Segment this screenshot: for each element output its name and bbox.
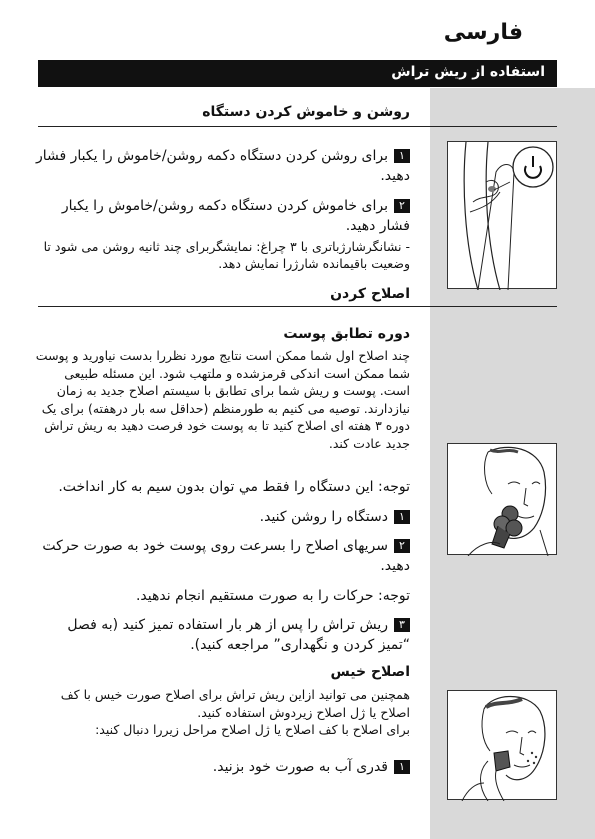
face-shaving-illustration: [447, 443, 557, 555]
wet-shaving-heading: اصلاح خیس: [330, 664, 410, 680]
bullet-text: نشانگرشارژباتری با ۳ چراغ: نمایشگربرای چند ثانیه روشن می شود تا وضعیت باقیمانده شارژرا نمایش دهد.: [43, 239, 410, 271]
wet-shaving-paragraph: [35, 686, 410, 739]
divider: [38, 306, 557, 307]
step-text: برای روشن کردن دستگاه دکمه روشن/خاموش را یکبار فشار دهید.: [35, 148, 410, 184]
cordless-note: توجه: این دستگاه را فقط مي توان بدون سيم به كار انداخت.: [58, 479, 410, 495]
step-text: دستگاه را روشن کنید.: [259, 509, 388, 525]
step-text: سریهای اصلاح را بسرعت روی پوست خود به صورت حرکت دهید.: [42, 538, 410, 574]
page-title: استفاده از ریش تراش: [391, 64, 545, 80]
section-heading-shaving: اصلاح کردن: [330, 286, 410, 302]
wet-text-2: برای اصلاح با کف اصلاح یا ژل اصلاح مراحل زیررا دنبال کنید:: [95, 722, 410, 737]
power-step-1: [35, 146, 410, 186]
title-bar: [38, 60, 557, 87]
shave-step-1: [35, 507, 410, 527]
adaptation-paragraph: چند اصلاح اول شما ممکن است نتایج مورد نظررا بدست نیاورید و پوست شما ممکن است اندکی قرمزشده و ملتهب شود. این مسئله طبیعی است. پوست و ریش شما برای تطابق با سیستم اصلاح جدید به زمان نیازدارند. توصیه می کنیم به طورمنظم (حداقل سه بار درهفته) برای یک دوره ۳ هفته ای اصلاح کنید تا به پوست خود فرصت دهید به ریش تراش جدید عادت کند.: [35, 348, 410, 451]
shave-step-3: [35, 615, 410, 655]
shaver-hand-illustration: [447, 141, 557, 289]
step-text: برای خاموش کردن دستگاه دکمه روشن/خاموش را یکبار فشار دهید.: [61, 198, 410, 234]
step-number: ۱: [394, 510, 410, 524]
section-heading-power: روشن و خاموش کردن دستگاه: [202, 104, 410, 120]
step-number: ۳: [394, 618, 410, 632]
adaptation-heading: دوره تطابق پوست: [283, 326, 410, 342]
step-number: ۱: [394, 760, 410, 774]
bullet-dash: -: [401, 239, 410, 254]
step-number: ۲: [394, 539, 410, 553]
battery-indicator-bullet: [40, 238, 410, 272]
step-text: قدری آب به صورت خود بزنید.: [212, 759, 388, 775]
wet-shaving-illustration: [447, 690, 557, 800]
wet-step-1: [35, 757, 410, 777]
power-step-2: [35, 196, 410, 236]
movement-note: توجه: حرکات را به صورت مستقیم انجام ندهید.: [135, 588, 410, 604]
step-number: ۲: [394, 199, 410, 213]
language-heading: فارسی: [443, 20, 523, 45]
step-number: ۱: [394, 149, 410, 163]
divider: [38, 126, 557, 127]
step-text: ریش تراش را پس از هر بار استفاده تمیز کنید (به فصل “تمیز کردن و نگهداری” مراجعه کنید).: [67, 617, 410, 653]
wet-text-1: همچنین می توانید ازاین ریش تراش برای اصلاح صورت خیس با کف اصلاح یا ژل اصلاح زیردوش استفاده کنید.: [60, 687, 410, 720]
shave-step-2: [35, 536, 410, 576]
